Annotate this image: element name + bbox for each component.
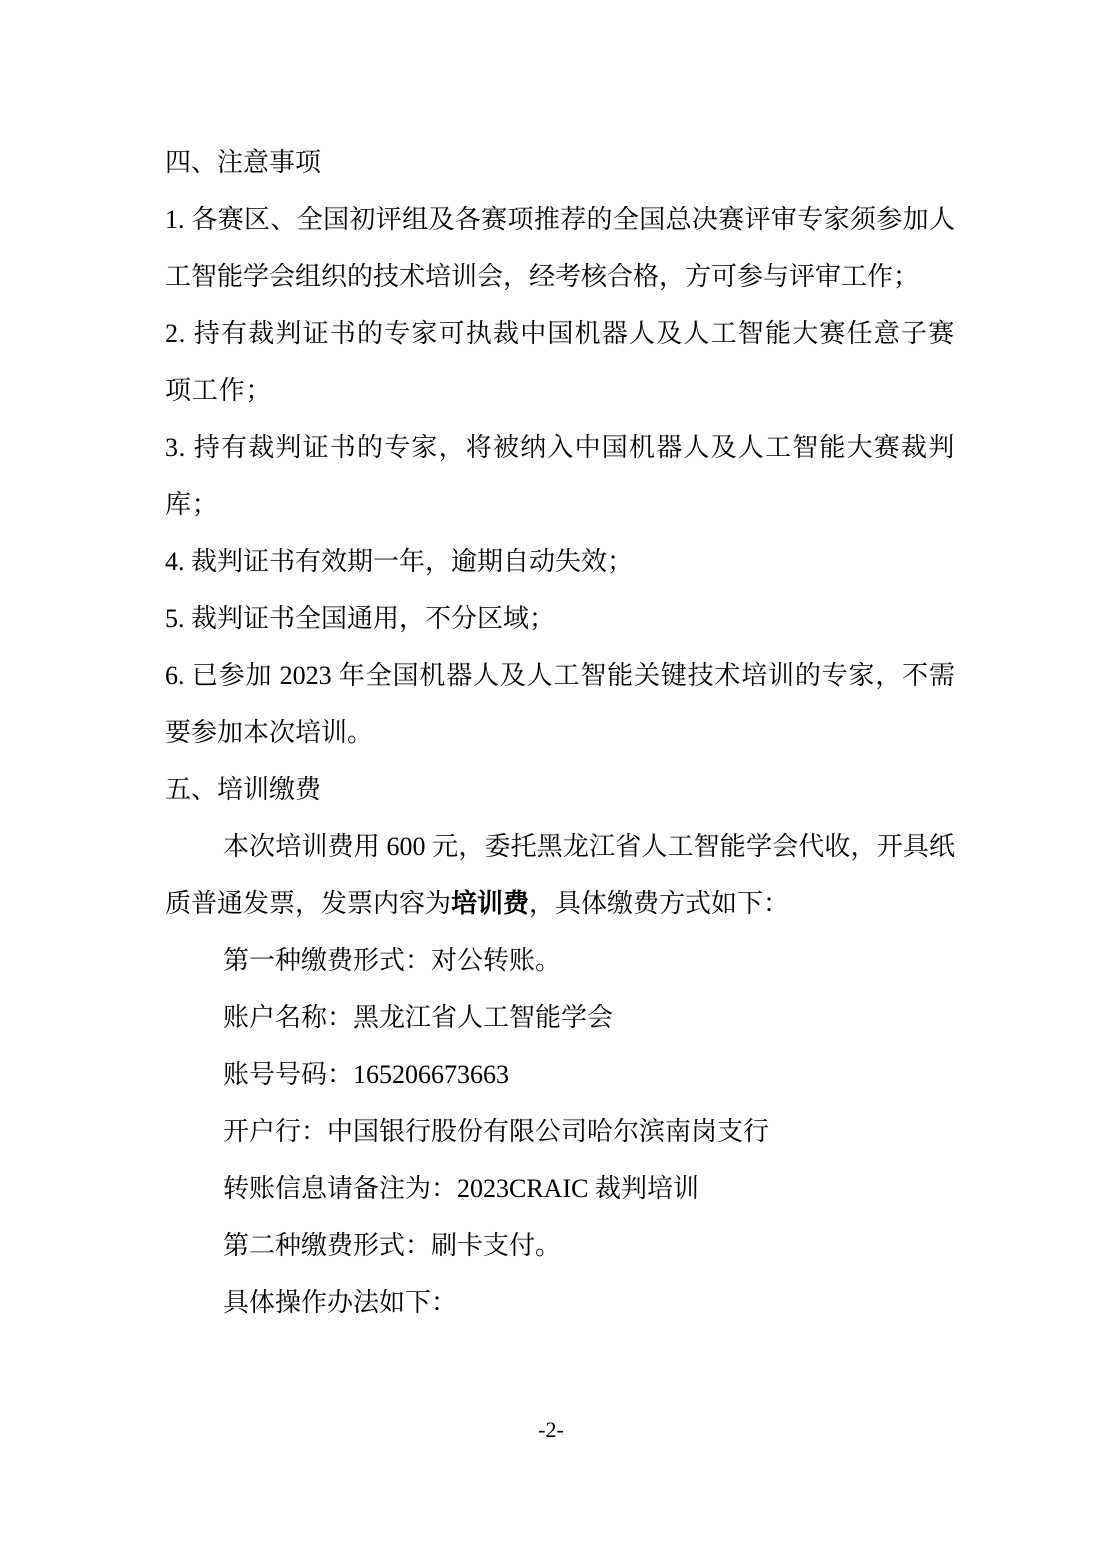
note-item-1: 1. 各赛区、全国初评组及各赛项推荐的全国总决赛评审专家须参加人工智能学会组织的技术培训会，经考核合格，方可参与评审工作； bbox=[165, 205, 955, 291]
section-heading-notes: 四、注意事项 bbox=[165, 148, 322, 177]
note-item-2: 2. 持有裁判证书的专家可执裁中国机器人及人工智能大赛任意子赛项工作； bbox=[165, 319, 955, 405]
payment-intro-invoice-content: 培训费 bbox=[451, 889, 530, 918]
transfer-note-line: 转账信息请备注为：2023CRAIC 裁判培训 bbox=[223, 1174, 699, 1203]
document-content bbox=[165, 134, 955, 1331]
section-heading-payment: 五、培训缴费 bbox=[165, 775, 322, 804]
payment-intro-after: ，具体缴费方式如下： bbox=[529, 889, 790, 918]
page-number: -2- bbox=[538, 1417, 564, 1442]
payment-method-2-heading: 第二种缴费形式：刷卡支付。 bbox=[223, 1231, 562, 1260]
operation-instructions-line: 具体操作办法如下： bbox=[223, 1288, 458, 1317]
payment-intro bbox=[165, 818, 955, 932]
note-item-5: 5. 裁判证书全国通用，不分区域； bbox=[165, 604, 556, 633]
account-name-line: 账户名称：黑龙江省人工智能学会 bbox=[223, 1003, 614, 1032]
note-item-6: 6. 已参加 2023 年全国机器人及人工智能关键技术培训的专家，不需要参加本次培训。 bbox=[165, 661, 955, 747]
account-number-line: 账号号码：165206673663 bbox=[223, 1060, 510, 1089]
payment-method-1-heading: 第一种缴费形式：对公转账。 bbox=[223, 946, 562, 975]
bank-branch-line: 开户行：中国银行股份有限公司哈尔滨南岗支行 bbox=[223, 1117, 770, 1146]
note-item-4: 4. 裁判证书有效期一年，逾期自动失效； bbox=[165, 547, 634, 576]
payment-intro-before: 本次培训费用 600 元，委托黑龙江省人工智能学会代收，开具纸质普通发票，发票内容为 bbox=[165, 832, 955, 918]
note-item-3: 3. 持有裁判证书的专家，将被纳入中国机器人及人工智能大赛裁判库； bbox=[165, 433, 955, 519]
